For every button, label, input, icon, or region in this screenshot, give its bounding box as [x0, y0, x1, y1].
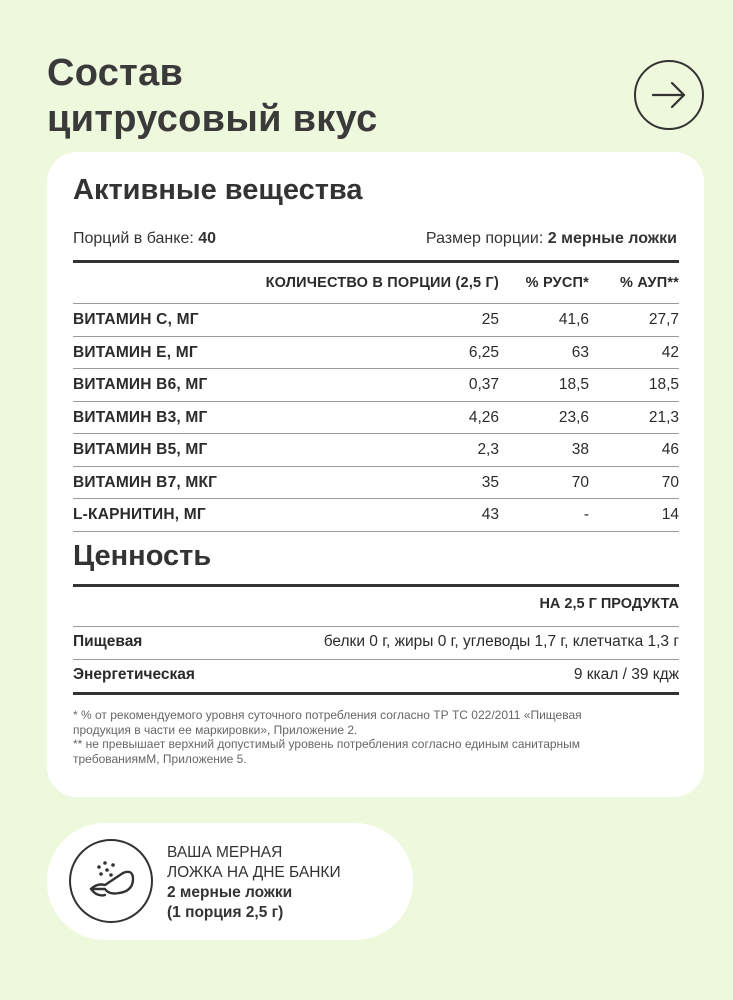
value-label: Пищевая [73, 633, 143, 650]
table-header [73, 265, 679, 303]
table-row [73, 369, 679, 402]
nutrient-name: ВИТАМИН В6, МГ [73, 376, 208, 393]
column-amount: КОЛИЧЕСТВО В ПОРЦИИ (2,5 Г) [265, 275, 499, 291]
page-title-line1: Состав [47, 52, 184, 94]
scoop-line2: ЛОЖКА НА ДНЕ БАНКИ [167, 864, 341, 881]
table-row [73, 434, 679, 467]
scoop-info-card [47, 823, 413, 940]
arrow-right-icon [651, 81, 687, 109]
nutrient-rusp: - [583, 506, 589, 523]
nutrient-aup: 18,5 [648, 376, 679, 393]
nutrient-amount: 0,37 [468, 376, 499, 393]
value-row-energy [73, 660, 679, 692]
table-row [73, 467, 679, 500]
nutrient-rusp: 38 [571, 441, 589, 458]
value-bottom-rule [73, 692, 679, 695]
value-title: Ценность [73, 540, 212, 572]
serving-size-label: Размер порции: [425, 230, 544, 247]
nutrient-rusp: 63 [571, 343, 589, 361]
scoop-icon-circle [69, 839, 153, 923]
nutrient-rusp: 23,6 [558, 408, 589, 426]
column-aup: % АУП** [620, 275, 679, 291]
footnote-line: продукция в части ее маркировки», Приложение 2. [73, 722, 358, 737]
scoop-line3: 2 мерные ложки [167, 884, 293, 901]
nutrient-rusp: 70 [571, 473, 589, 491]
nutrient-name: ВИТАМИН Е, МГ [73, 343, 198, 361]
servings-value: 40 [198, 230, 217, 247]
nutrient-name: L-КАРНИТИН, МГ [73, 506, 206, 523]
scoop-line4: (1 порция 2,5 г) [167, 904, 284, 921]
nutrient-aup: 27,7 [648, 311, 679, 328]
composition-card [47, 152, 704, 797]
nutrient-aup: 14 [661, 506, 679, 523]
next-button[interactable] [634, 60, 704, 130]
nutrient-amount: 35 [481, 473, 499, 491]
nutrient-name: ВИТАМИН В7, МКГ [73, 473, 218, 491]
footnote-line: требованиямМ, Приложение 5. [73, 751, 247, 766]
column-rusp: % РУСП* [525, 275, 589, 291]
nutrient-rusp: 41,6 [558, 311, 589, 328]
value-column-header: НА 2,5 Г ПРОДУКТА [539, 596, 679, 612]
footnotes [73, 708, 679, 766]
footnote-line: ** не превышает верхний допустимый уровень потребления согласно единым санитарным [73, 737, 581, 751]
nutrient-rusp: 18,5 [558, 376, 589, 393]
table-row [73, 337, 679, 370]
scoop-line1: ВАША МЕРНАЯ [167, 844, 283, 861]
serving-size-value: 2 мерные ложки [547, 230, 677, 247]
nutrient-amount: 25 [481, 311, 499, 328]
table-row [73, 402, 679, 435]
servings-label: Порций в банке: [73, 230, 194, 247]
value-text: 9 ккал / 39 кдж [573, 666, 679, 683]
value-top-rule [73, 584, 679, 587]
serving-info [73, 230, 677, 248]
table-row [73, 304, 679, 337]
servings-per-container [73, 230, 216, 248]
nutrient-aup: 42 [661, 343, 679, 361]
value-text: белки 0 г, жиры 0 г, углеводы 1,7 г, клетчатка 1,3 г [323, 633, 679, 650]
nutrient-name: ВИТАМИН В5, МГ [73, 441, 208, 458]
scoop-text [167, 843, 341, 923]
footnote-line: * % от рекомендуемого уровня суточного потребления согласно ТР ТС 022/2011 «Пищевая [73, 708, 582, 722]
table-row [73, 499, 679, 532]
nutrient-amount: 43 [481, 506, 499, 523]
nutrient-aup: 21,3 [648, 408, 679, 426]
nutrient-amount: 4,26 [468, 408, 499, 426]
nutrient-aup: 46 [661, 441, 679, 458]
table-top-rule [73, 260, 679, 263]
nutrient-name: ВИТАМИН В3, МГ [73, 408, 208, 426]
value-label: Энергетическая [73, 666, 195, 683]
serving-size [426, 230, 677, 248]
nutrient-table [73, 304, 679, 532]
page-title-line2: цитрусовый вкус [47, 98, 378, 140]
nutrient-name: ВИТАМИН С, МГ [73, 311, 199, 328]
value-row-nutritional [73, 627, 679, 659]
page-title [47, 50, 378, 142]
nutrient-aup: 70 [661, 473, 679, 491]
nutrient-amount: 2,3 [477, 441, 499, 458]
measuring-scoop-icon [83, 853, 139, 909]
active-substances-title: Активные вещества [73, 174, 363, 206]
nutrient-amount: 6,25 [468, 343, 499, 361]
